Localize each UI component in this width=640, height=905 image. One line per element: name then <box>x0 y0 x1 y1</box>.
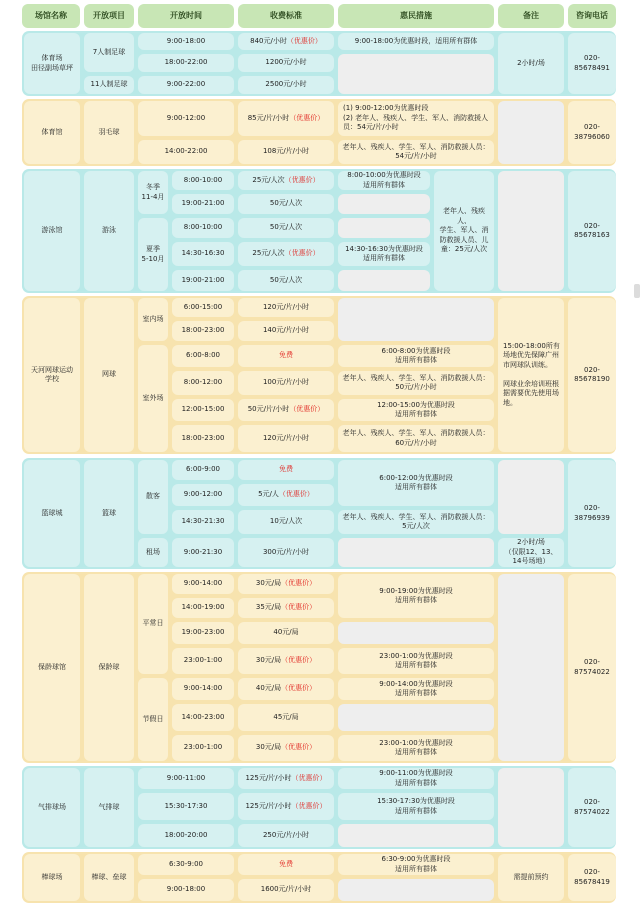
time-cell: 9:00-14:00 <box>172 678 234 700</box>
scroll-handle[interactable] <box>634 284 640 298</box>
note-cell: 需提前预约 <box>498 854 564 901</box>
fee-cell <box>238 648 334 674</box>
header-fee: 收费标准 <box>238 4 334 28</box>
fee-cell <box>238 345 334 367</box>
benefit-empty <box>338 622 494 644</box>
fee-value: 5元/人 <box>258 490 279 499</box>
phone-cell: 020- 38796060 <box>568 101 616 164</box>
phone-cell: 020- 87574022 <box>568 768 616 847</box>
time-cell: 8:00-10:00 <box>172 171 234 190</box>
time-cell: 18:00-23:00 <box>172 321 234 341</box>
venue-name: 体育馆 <box>24 101 80 164</box>
benefit-empty <box>338 54 494 94</box>
benefit-cell: 14:30-16:30为优惠时段 适用所有群体 <box>338 242 430 266</box>
fee-cell: 120元/片/小时 <box>238 425 334 452</box>
zone-cell: 租场 <box>138 538 168 567</box>
benefit-cell: 12:00-15:00为优惠时段 适用所有群体 <box>338 399 494 421</box>
benefit-cell: 9:00-18:00为优惠时段，适用所有群体 <box>338 33 494 50</box>
header-benefits: 惠民措施 <box>338 4 494 28</box>
fee-value: 125元/片/小时 <box>245 773 292 782</box>
benefit-cell: (1) 9:00-12:00为优惠时段 (2) 老年人、残疾人、学生、军人、消防救援人员：54元/片/小时 <box>338 101 494 136</box>
fee-tag: （优惠价） <box>289 405 325 414</box>
fee-cell <box>238 793 334 820</box>
header-phone: 咨询电话 <box>568 4 616 28</box>
time-cell: 6:00-8:00 <box>172 345 234 367</box>
season-cell: 夏季 5-10月 <box>138 218 168 291</box>
time-cell: 18:00-23:00 <box>172 425 234 452</box>
project-cell: 篮球 <box>84 460 134 567</box>
venue-name: 游泳馆 <box>24 171 80 291</box>
fee-tag: （优惠价） <box>281 579 317 588</box>
benefit-cell: 9:00-19:00为优惠时段 适用所有群体 <box>338 574 494 618</box>
fee-tag: （优惠价） <box>278 490 314 499</box>
phone-cell: 020- 85678419 <box>568 854 616 901</box>
time-cell: 14:30-21:30 <box>172 510 234 534</box>
note-cell: 2小时/场 （仅限12、13、 14号场地） <box>498 538 564 567</box>
fee-cell <box>238 768 334 789</box>
fee-cell <box>238 574 334 594</box>
benefit-cell: 6:00-8:00为优惠时段 适用所有群体 <box>338 345 494 367</box>
project-cell: 游泳 <box>84 171 134 291</box>
time-cell: 14:00-22:00 <box>138 140 234 164</box>
fee-value: 25元/人次 <box>252 175 285 184</box>
fee-tag: （优惠价） <box>284 175 320 184</box>
fee-cell: 300元/片/小时 <box>238 538 334 567</box>
fee-tag: （优惠价） <box>281 603 317 612</box>
benefit-cell: 15:30-17:30为优惠时段 适用所有群体 <box>338 793 494 820</box>
project-cell: 7人制足球 <box>84 33 134 72</box>
phone-cell: 020- 85678163 <box>568 171 616 291</box>
time-cell: 19:00-23:00 <box>172 622 234 644</box>
benefit-empty <box>338 538 494 567</box>
time-cell: 19:00-21:00 <box>172 270 234 291</box>
fee-cell <box>238 460 334 480</box>
fee-value: 840元/小时 <box>250 36 287 45</box>
fee-cell <box>238 735 334 761</box>
time-cell: 12:00-15:00 <box>172 399 234 421</box>
time-cell: 9:00-18:00 <box>138 33 234 50</box>
time-cell: 6:30-9:00 <box>138 854 234 875</box>
phone-cell: 020- 85678190 <box>568 298 616 452</box>
fee-value: 30元/局 <box>255 579 282 588</box>
fee-cell: 108元/片/小时 <box>238 140 334 164</box>
benefit-empty <box>338 298 494 341</box>
fee-tag: 免费 <box>279 351 293 360</box>
fee-tag: （优惠价） <box>284 249 320 258</box>
fee-cell: 10元/人次 <box>238 510 334 534</box>
fee-cell: 45元/局 <box>238 704 334 731</box>
time-cell: 9:00-22:00 <box>138 76 234 94</box>
fee-value: 30元/局 <box>255 743 282 752</box>
fee-tag: （优惠价） <box>291 773 327 782</box>
zone-cell: 散客 <box>138 460 168 534</box>
phone-cell: 020- 87574022 <box>568 574 616 761</box>
project-cell: 网球 <box>84 298 134 452</box>
fee-cell: 1200元/小时 <box>238 54 334 72</box>
benefit-empty <box>338 270 430 291</box>
benefit-cell: 老年人、残疾人、学生、军人、消防救援人员： 50元/片/小时 <box>338 371 494 395</box>
benefit-cell: 6:00-12:00为优惠时段 适用所有群体 <box>338 460 494 506</box>
fee-cell <box>238 101 334 136</box>
fee-value: 30元/局 <box>255 656 282 665</box>
venue-name: 体育场 田径副场草坪 <box>24 33 80 94</box>
fee-tag: （优惠价） <box>281 743 317 752</box>
time-cell: 18:00-22:00 <box>138 54 234 72</box>
time-cell: 9:00-12:00 <box>172 484 234 506</box>
venue-name: 气排球场 <box>24 768 80 847</box>
fee-cell <box>238 242 334 266</box>
time-cell: 19:00-21:00 <box>172 194 234 214</box>
time-cell: 8:00-12:00 <box>172 371 234 395</box>
zone-cell: 室外场 <box>138 345 168 452</box>
fee-cell: 50元/人次 <box>238 218 334 238</box>
project-cell: 气排球 <box>84 768 134 847</box>
benefit-cell: 老年人、残疾人、学生、军人、消防救援人员： 5元/人次 <box>338 510 494 534</box>
note-empty <box>498 460 564 534</box>
header-venue: 场馆名称 <box>22 4 80 28</box>
fee-tag: （优惠价） <box>281 684 317 693</box>
time-cell: 18:00-20:00 <box>138 824 234 847</box>
project-cell: 羽毛球 <box>84 101 134 164</box>
note-cell: 15:00-18:00所有场地优先保障广州市网球队训练。 网球业余培训班根据需要优先使用场地。 <box>498 298 564 452</box>
fee-cell <box>238 399 334 421</box>
time-cell: 9:00-14:00 <box>172 574 234 594</box>
fee-cell: 2500元/小时 <box>238 76 334 94</box>
note-empty <box>498 574 564 761</box>
time-cell: 9:00-12:00 <box>138 101 234 136</box>
fee-cell <box>238 854 334 875</box>
season-cell: 冬季 11-4月 <box>138 171 168 214</box>
time-cell: 14:30-16:30 <box>172 242 234 266</box>
benefit-cell: 老年人、残疾人、学生、军人、消防救援人员： 60元/片/小时 <box>338 425 494 452</box>
benefit-cell: 23:00-1:00为优惠时段 适用所有群体 <box>338 735 494 761</box>
benefit-cell: 6:30-9:00为优惠时段 适用所有群体 <box>338 854 494 875</box>
time-cell: 6:00-9:00 <box>172 460 234 480</box>
benefit-empty <box>338 704 494 731</box>
header-note: 备注 <box>498 4 564 28</box>
fee-cell: 100元/片/小时 <box>238 371 334 395</box>
fee-cell: 40元/局 <box>238 622 334 644</box>
time-cell: 9:00-21:30 <box>172 538 234 567</box>
fee-cell: 250元/片/小时 <box>238 824 334 847</box>
fee-cell: 140元/片/小时 <box>238 321 334 341</box>
fee-value: 85元/片/小时 <box>247 113 290 122</box>
fee-tag: （优惠价） <box>291 801 327 810</box>
venue-name: 篮球城 <box>24 460 80 567</box>
header-time: 开放时间 <box>138 4 234 28</box>
project-cell: 棒球、垒球 <box>84 854 134 901</box>
time-cell: 9:00-11:00 <box>138 768 234 789</box>
note-empty <box>498 768 564 847</box>
time-cell: 14:00-23:00 <box>172 704 234 731</box>
benefit-empty <box>338 218 430 238</box>
fee-tag: （优惠价） <box>286 36 322 45</box>
time-cell: 14:00-19:00 <box>172 598 234 618</box>
benefit-cell: 9:00-11:00为优惠时段 适用所有群体 <box>338 768 494 789</box>
fee-tag: （优惠价） <box>289 113 325 122</box>
zone-cell: 室内场 <box>138 298 168 341</box>
fee-tag: 免费 <box>279 859 293 868</box>
fee-cell: 120元/片/小时 <box>238 298 334 317</box>
time-cell: 9:00-18:00 <box>138 879 234 901</box>
fee-value: 35元/局 <box>255 603 282 612</box>
header-project: 开放项目 <box>84 4 134 28</box>
fee-tag: （优惠价） <box>281 656 317 665</box>
zone-cell: 节假日 <box>138 678 168 761</box>
time-cell: 8:00-10:00 <box>172 218 234 238</box>
benefit-empty <box>338 824 494 847</box>
fee-cell <box>238 484 334 506</box>
phone-cell: 020- 85678491 <box>568 33 616 94</box>
fee-value: 125元/片/小时 <box>245 801 292 810</box>
fee-value: 50元/片/小时 <box>247 405 290 414</box>
time-cell: 23:00-1:00 <box>172 735 234 761</box>
time-cell: 15:30-17:30 <box>138 793 234 820</box>
venue-name: 天河网球运动 学校 <box>24 298 80 452</box>
benefit-empty <box>338 879 494 901</box>
fee-value: 25元/人次 <box>252 249 285 258</box>
benefit-cell: 23:00-1:00为优惠时段 适用所有群体 <box>338 648 494 674</box>
benefit-empty <box>338 194 430 214</box>
project-cell: 11人制足球 <box>84 76 134 94</box>
zone-cell: 平常日 <box>138 574 168 674</box>
benefit-cell: 9:00-14:00为优惠时段 适用所有群体 <box>338 678 494 700</box>
fee-cell <box>238 33 334 50</box>
venue-name: 保龄球馆 <box>24 574 80 761</box>
benefit-cell: 老年人、残疾人、 学生、军人、消 防救援人员、儿 童：25元/人次 <box>434 171 494 291</box>
time-cell: 23:00-1:00 <box>172 648 234 674</box>
fee-cell <box>238 171 334 190</box>
note-empty <box>498 171 564 291</box>
fee-cell <box>238 598 334 618</box>
time-cell: 6:00-15:00 <box>172 298 234 317</box>
fee-cell: 50元/人次 <box>238 194 334 214</box>
fee-value: 40元/局 <box>255 684 282 693</box>
project-cell: 保龄球 <box>84 574 134 761</box>
fee-cell <box>238 678 334 700</box>
fee-cell: 1600元/片/小时 <box>238 879 334 901</box>
fee-tag: 免费 <box>279 465 293 474</box>
note-cell: 2小时/场 <box>498 33 564 94</box>
benefit-cell: 老年人、残疾人、学生、军人、消防救援人员： 54元/片/小时 <box>338 140 494 164</box>
phone-cell: 020- 38796939 <box>568 460 616 567</box>
venue-name: 棒球场 <box>24 854 80 901</box>
fee-cell: 50元/人次 <box>238 270 334 291</box>
benefit-cell: 8:00-10:00为优惠时段 适用所有群体 <box>338 171 430 190</box>
note-empty <box>498 101 564 164</box>
